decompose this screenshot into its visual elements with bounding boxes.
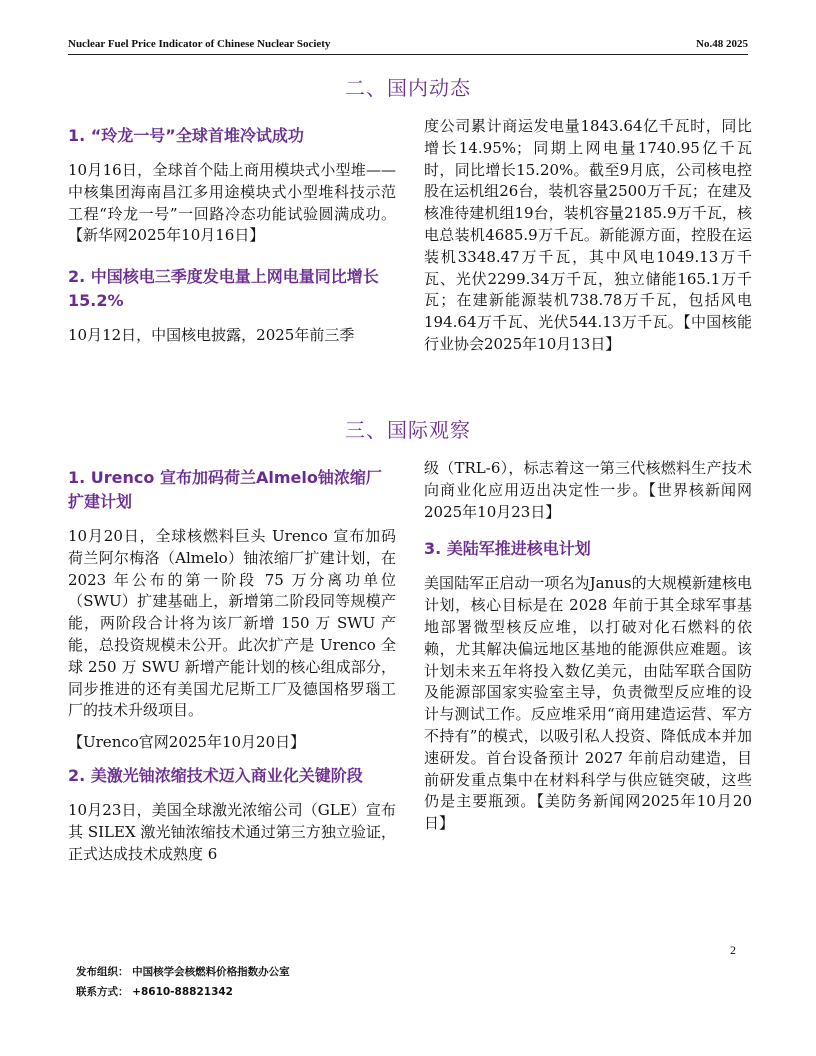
page-header <box>68 38 748 55</box>
article-heading: 2. 中国核电三季度发电量上网电量同比增长15.2% <box>68 267 379 311</box>
issue-number: No.48 2025 <box>696 38 748 50</box>
article-body-continued: 度公司累计商运发电量1843.64亿千瓦时，同比增长14.95%；同期上网电量1740.95亿千瓦时，同比增长15.20%。截至9月底，公司核电控股在运机组26台，装机容量2500万千瓦；在建及核准待建机组19台，装机容量2185.9万千瓦，核电总装机4685.9万千瓦。新能源方面，控股在运装机3348.47万千瓦，其中风电1049.13万千瓦、光伏2299.34万千瓦，独立储能165.1万千瓦；在建新能源装机738.78万千瓦，包括风电194.64万千瓦、光伏544.13万千瓦。【中国核能行业协会2025年10月13日】 <box>424 117 752 353</box>
international-left-column <box>68 466 396 875</box>
article-body-continued: 级（TRL-6），标志着这一第三代核燃料生产技术向商业化应用迈出决定性一步。【世界核新闻网2025年10月23日】 <box>424 459 752 521</box>
footer-contact: 联系方式： +8610-88821342 <box>76 986 233 998</box>
page-number: 2 <box>730 943 736 957</box>
article-body: 10月16日，全球首个陆上商用模块式小型堆——中核集团海南昌江多用途模块式小型堆科技示范工程“玲龙一号”一回路冷态功能试验圆满成功。【新华网2025年10月16日】 <box>68 161 396 245</box>
article-body: 美国陆军正启动一项名为Janus的大规模新建核电计划，核心目标是在 2028 年前于其全球军事基地部署微型核反应堆，以打破对化石燃料的依赖，尤其解决偏远地区基地的能源供应难题。该计划未来五年将投入数亿美元，由陆军联合国防及能源部国家实验室主导，负责微型反应堆的设计与测试工作。反应堆采用“商用建造运营、军方不持有”的模式，以吸引私人投资、降低成本并加速研发。首台设备预计 2027 年前启动建造，目前研发重点集中在材料科学与供应链突破，这些仍是主要瓶颈。【美防务新闻网2025年10月20日】 <box>424 574 752 833</box>
domestic-right-column <box>424 116 752 366</box>
domestic-left-column <box>68 124 396 357</box>
international-right-column <box>424 458 752 845</box>
article-heading: 1. Urenco 宣布加码荷兰Almelo铀浓缩厂扩建计划 <box>68 468 382 511</box>
page-footer <box>76 962 290 1002</box>
article-body: 10月12日，中国核电披露，2025年前三季 <box>68 326 355 345</box>
footer-publisher: 发布组织： 中国核学会核燃料价格指数办公室 <box>76 966 290 978</box>
article-body: 10月20日，全球核燃料巨头 Urenco 宣布加码荷兰阿尔梅洛（Almelo）铀浓缩厂扩建计划，在 2023 年公布的第一阶段 75 万分离功单位（SWU）扩建基础上，新增第二阶段同等规模产能，两阶段合计将为该厂新增 150 万 SWU 产能，总投资规模未公开。此次扩产是 Urenco 全球 250 万 SWU 新增产能计划的核心组成部分，同步推进的还有美国尤尼斯工厂及德国格罗瑙工厂的技术升级项目。 <box>68 527 396 720</box>
header-title: Nuclear Fuel Price Indicator of Chinese Nuclear Society <box>68 38 331 50</box>
article-heading: 2. 美激光铀浓缩技术迈入商业化关键阶段 <box>68 765 363 785</box>
article-source: 【Urenco官网2025年10月20日】 <box>68 733 306 752</box>
article-heading: 1. “玲龙一号”全球首堆冷试成功 <box>68 126 304 145</box>
section-title-international: 三、国际观察 <box>345 418 471 442</box>
article-heading: 3. 美陆军推进核电计划 <box>424 539 591 559</box>
section-title-domestic: 二、国内动态 <box>345 76 471 100</box>
article-body: 10月23日，美国全球激光浓缩公司（GLE）宣布其 SILEX 激光铀浓缩技术通过第三方独立验证，正式达成技术成熟度 6 <box>68 800 396 863</box>
